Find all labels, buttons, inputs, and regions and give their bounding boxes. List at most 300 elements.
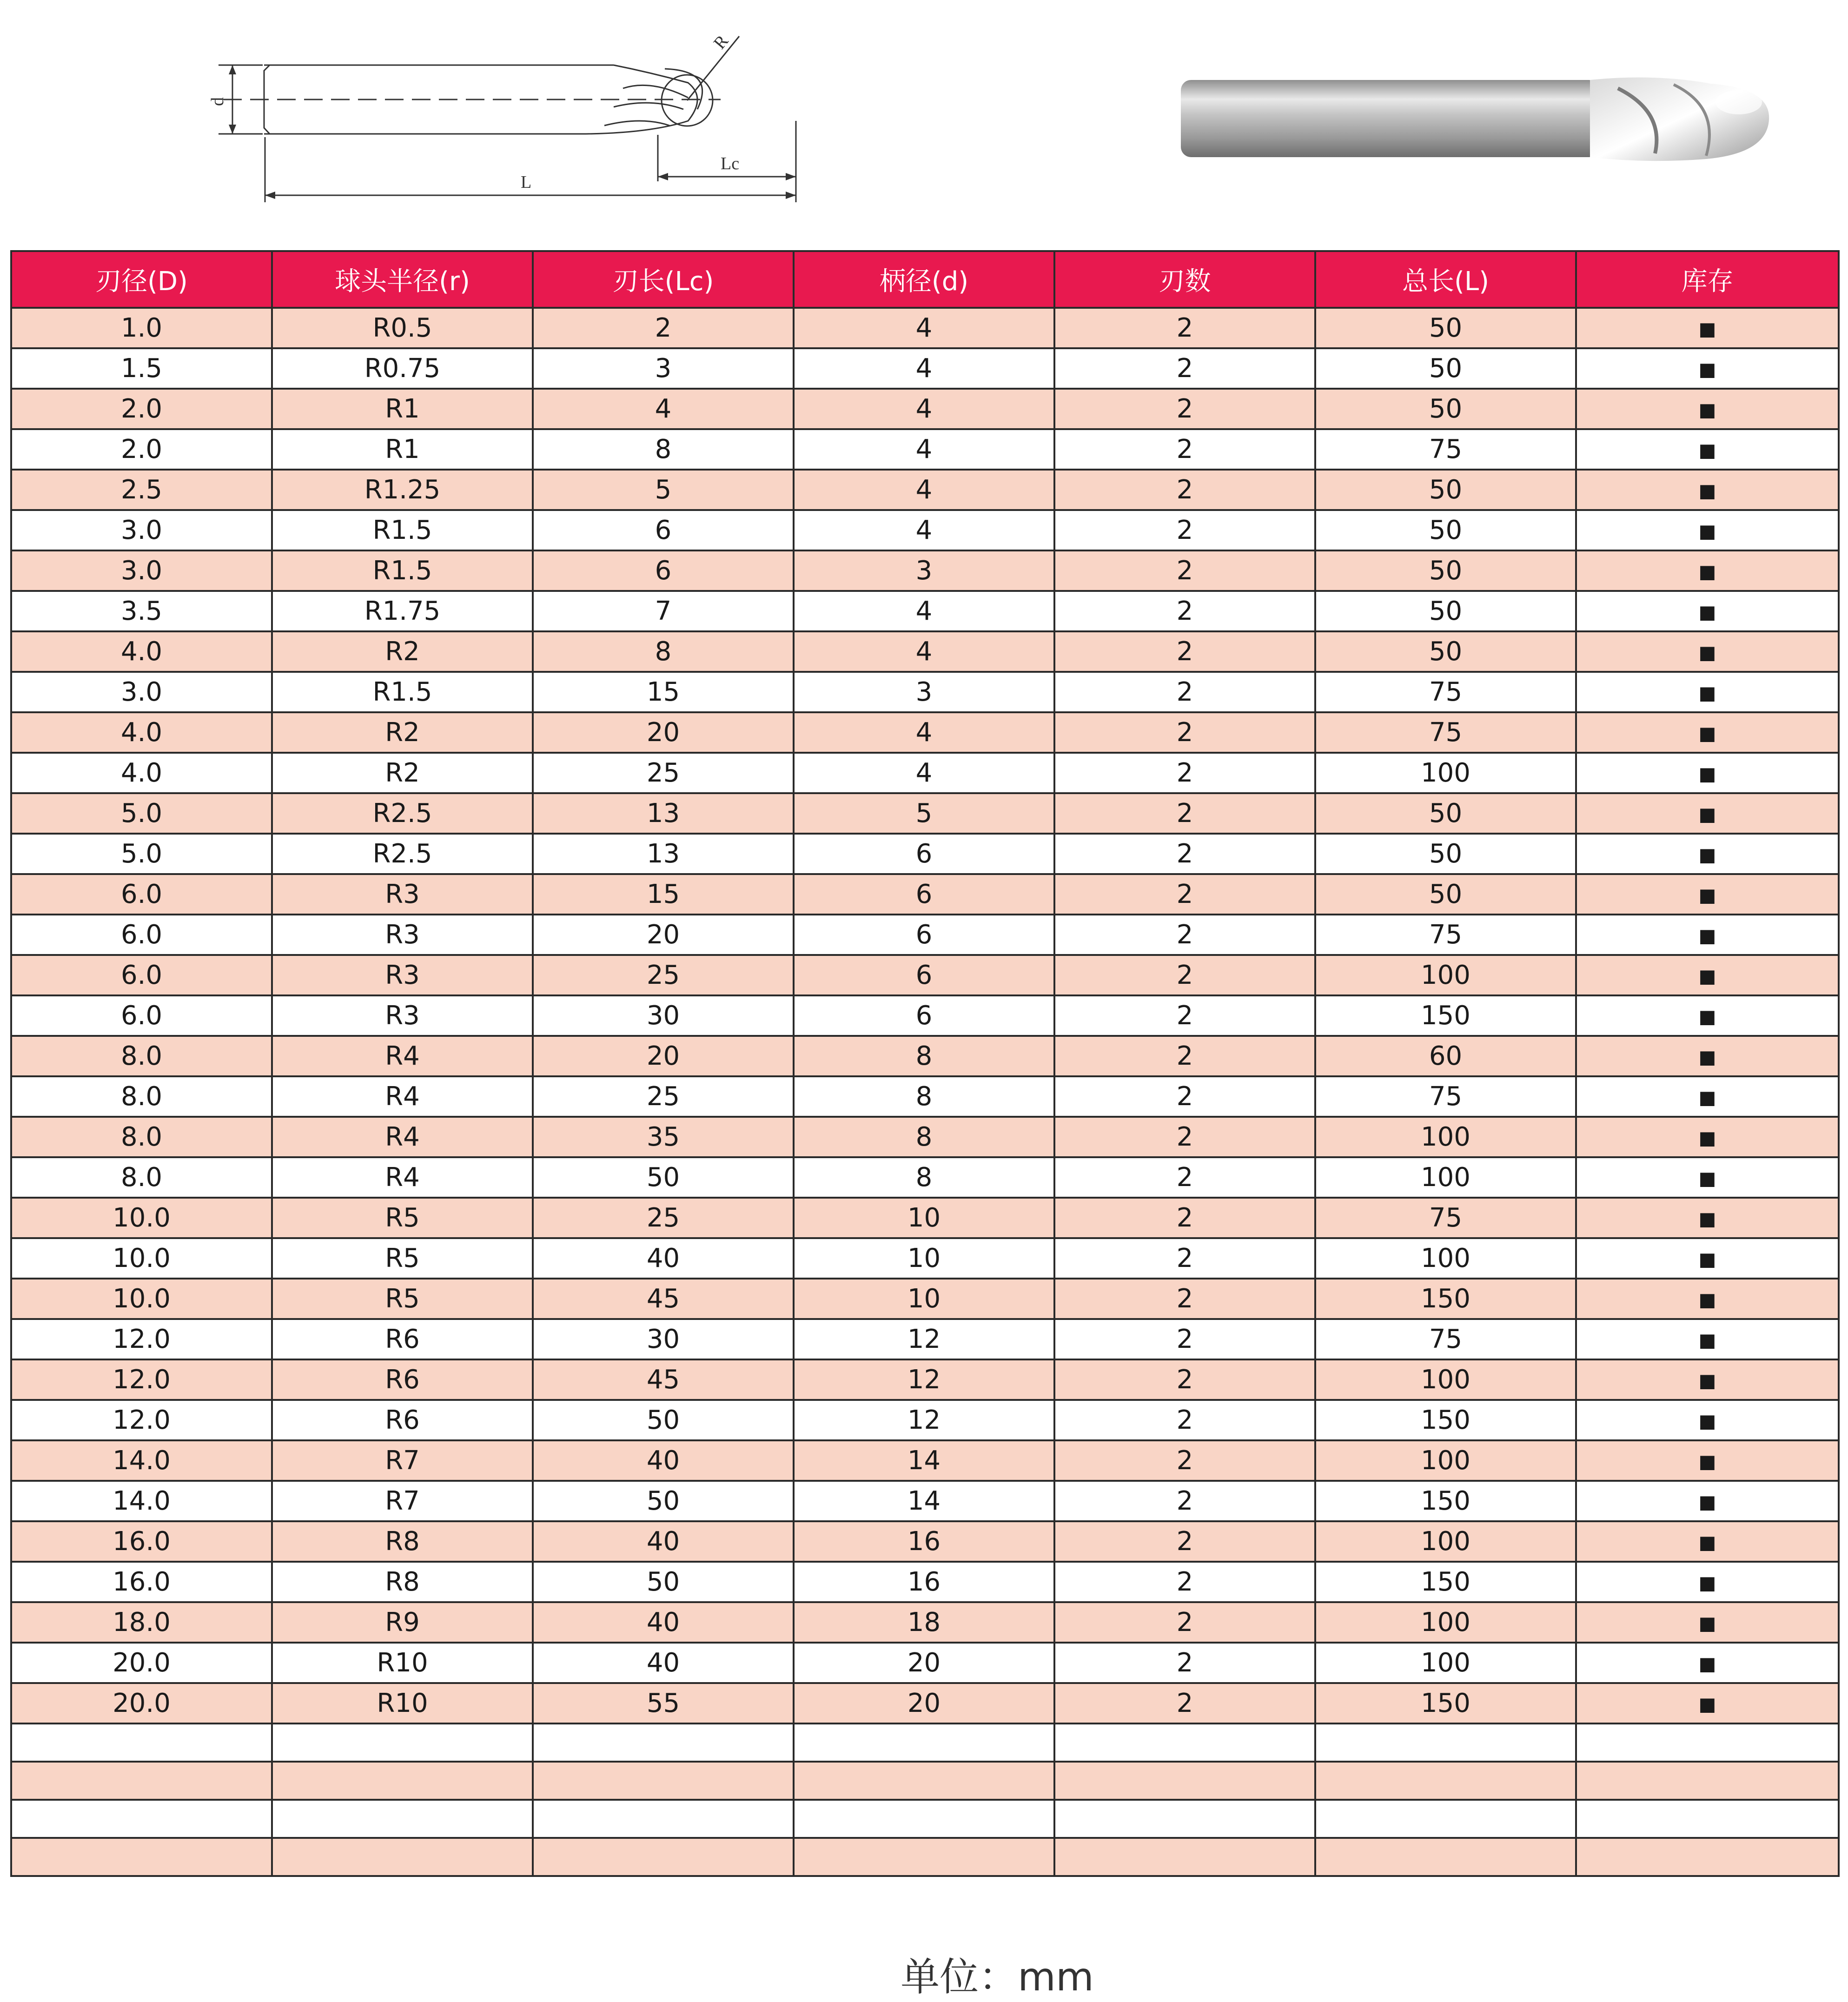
cell-shank-diameter: 20 (794, 1643, 1054, 1683)
cell-cutting-length (533, 1800, 794, 1838)
cell-shank-diameter: 4 (794, 308, 1054, 348)
cell-stock (1576, 631, 1839, 672)
table-row (11, 1400, 1839, 1440)
table-row (11, 995, 1839, 1036)
cell-stock (1576, 1643, 1839, 1683)
cell-shank-diameter: 4 (794, 470, 1054, 510)
cell-shank-diameter: 6 (794, 955, 1054, 995)
cell-overall-length: 100 (1315, 753, 1576, 793)
cell-flutes: 2 (1054, 1359, 1315, 1400)
table-row (11, 1800, 1839, 1838)
cell-overall-length: 50 (1315, 793, 1576, 834)
cell-cutting-diameter: 8.0 (11, 1076, 272, 1117)
cell-cutting-diameter: 1.0 (11, 308, 272, 348)
table-row (11, 1238, 1839, 1279)
cell-stock (1576, 1762, 1839, 1800)
cell-cutting-diameter: 8.0 (11, 1157, 272, 1198)
table-row (11, 712, 1839, 753)
cell-stock (1576, 348, 1839, 389)
cell-cutting-length: 8 (533, 631, 794, 672)
cell-ball-radius: R3 (272, 995, 533, 1036)
cell-overall-length: 75 (1315, 672, 1576, 712)
cell-overall-length: 50 (1315, 874, 1576, 915)
cell-overall-length: 50 (1315, 470, 1576, 510)
cell-stock (1576, 550, 1839, 591)
cell-cutting-diameter: 12.0 (11, 1359, 272, 1400)
header-cutting-length: 刃长(Lc) (533, 251, 794, 308)
cell-stock (1576, 1481, 1839, 1521)
cell-cutting-length: 6 (533, 510, 794, 550)
cell-cutting-diameter: 20.0 (11, 1683, 272, 1724)
cell-cutting-length: 40 (533, 1602, 794, 1643)
cell-ball-radius: R3 (272, 915, 533, 955)
cell-flutes: 2 (1054, 1157, 1315, 1198)
stock-mark-icon: ■ (1698, 1613, 1716, 1634)
cell-cutting-diameter: 10.0 (11, 1198, 272, 1238)
cell-overall-length: 150 (1315, 1562, 1576, 1602)
cell-overall-length: 75 (1315, 1076, 1576, 1117)
cell-shank-diameter: 4 (794, 712, 1054, 753)
cell-flutes: 2 (1054, 510, 1315, 550)
cell-stock (1576, 955, 1839, 995)
table-row (11, 1521, 1839, 1562)
r-label: R (709, 31, 733, 53)
cell-ball-radius (272, 1838, 533, 1876)
stock-mark-icon: ■ (1698, 683, 1716, 704)
table-row (11, 470, 1839, 510)
cell-flutes: 2 (1054, 1440, 1315, 1481)
cell-cutting-diameter: 5.0 (11, 834, 272, 874)
cell-flutes: 2 (1054, 550, 1315, 591)
stock-mark-icon: ■ (1698, 602, 1716, 623)
cell-cutting-diameter (11, 1724, 272, 1762)
cell-ball-radius: R6 (272, 1400, 533, 1440)
cell-ball-radius: R5 (272, 1238, 533, 1279)
cell-cutting-length (533, 1762, 794, 1800)
cell-overall-length: 100 (1315, 1521, 1576, 1562)
cell-ball-radius: R10 (272, 1683, 533, 1724)
cell-overall-length: 50 (1315, 550, 1576, 591)
cell-stock (1576, 1400, 1839, 1440)
stock-mark-icon: ■ (1698, 804, 1716, 825)
cell-stock (1576, 1562, 1839, 1602)
table-row (11, 1838, 1839, 1876)
cell-flutes: 2 (1054, 955, 1315, 995)
cell-stock (1576, 1521, 1839, 1562)
cell-flutes (1054, 1800, 1315, 1838)
cell-overall-length (1315, 1724, 1576, 1762)
cell-flutes: 2 (1054, 348, 1315, 389)
stock-mark-icon: ■ (1698, 1087, 1716, 1108)
table-row (11, 631, 1839, 672)
cell-cutting-diameter (11, 1762, 272, 1800)
cell-cutting-length: 50 (533, 1562, 794, 1602)
cell-cutting-length: 13 (533, 793, 794, 834)
stock-mark-icon: ■ (1698, 318, 1716, 340)
cell-overall-length: 150 (1315, 1400, 1576, 1440)
cell-cutting-diameter: 4.0 (11, 753, 272, 793)
table-row (11, 672, 1839, 712)
cell-cutting-diameter (11, 1838, 272, 1876)
cell-cutting-length: 40 (533, 1521, 794, 1562)
cell-ball-radius: R2.5 (272, 834, 533, 874)
table-row (11, 1643, 1839, 1683)
ball-end-mill-photo-icon (1172, 60, 1776, 181)
table-row (11, 1198, 1839, 1238)
cell-stock (1576, 712, 1839, 753)
table-row (11, 1440, 1839, 1481)
cell-cutting-length: 25 (533, 1076, 794, 1117)
cell-overall-length: 75 (1315, 915, 1576, 955)
cell-ball-radius: R0.5 (272, 308, 533, 348)
cell-overall-length (1315, 1838, 1576, 1876)
cell-overall-length: 100 (1315, 1359, 1576, 1400)
cell-shank-diameter (794, 1800, 1054, 1838)
header-flutes: 刃数 (1054, 251, 1315, 308)
cell-flutes: 2 (1054, 1562, 1315, 1602)
cell-cutting-diameter: 3.0 (11, 510, 272, 550)
cell-overall-length (1315, 1762, 1576, 1800)
cell-cutting-diameter: 10.0 (11, 1238, 272, 1279)
stock-mark-icon: ■ (1698, 359, 1716, 380)
cell-cutting-diameter: 6.0 (11, 874, 272, 915)
cell-stock (1576, 470, 1839, 510)
cell-cutting-length: 25 (533, 753, 794, 793)
cell-overall-length: 50 (1315, 308, 1576, 348)
cell-shank-diameter: 5 (794, 793, 1054, 834)
cell-overall-length: 75 (1315, 1198, 1576, 1238)
table-row (11, 1076, 1839, 1117)
cell-cutting-diameter: 16.0 (11, 1562, 272, 1602)
cell-overall-length: 50 (1315, 389, 1576, 429)
cell-cutting-diameter: 3.5 (11, 591, 272, 631)
cell-cutting-length: 50 (533, 1481, 794, 1521)
table-row (11, 834, 1839, 874)
cell-cutting-diameter: 12.0 (11, 1400, 272, 1440)
cell-stock (1576, 1036, 1839, 1076)
stock-mark-icon: ■ (1698, 1249, 1716, 1270)
cell-ball-radius: R8 (272, 1521, 533, 1562)
cell-ball-radius (272, 1762, 533, 1800)
cell-shank-diameter: 12 (794, 1400, 1054, 1440)
cell-cutting-length: 15 (533, 874, 794, 915)
cell-flutes: 2 (1054, 631, 1315, 672)
cell-cutting-diameter: 10.0 (11, 1279, 272, 1319)
cell-shank-diameter: 3 (794, 550, 1054, 591)
cell-flutes (1054, 1724, 1315, 1762)
cell-cutting-diameter: 20.0 (11, 1643, 272, 1683)
cell-shank-diameter: 4 (794, 429, 1054, 470)
cell-flutes: 2 (1054, 1319, 1315, 1359)
cell-stock (1576, 834, 1839, 874)
cell-stock (1576, 429, 1839, 470)
header-overall-length: 总长(L) (1315, 251, 1576, 308)
table-row (11, 1359, 1839, 1400)
cell-cutting-length: 35 (533, 1117, 794, 1157)
cell-stock (1576, 389, 1839, 429)
header-ball-radius: 球头半径(r) (272, 251, 533, 308)
table-row (11, 1036, 1839, 1076)
cell-ball-radius: R7 (272, 1440, 533, 1481)
cell-cutting-length: 25 (533, 955, 794, 995)
stock-mark-icon: ■ (1698, 844, 1716, 866)
cell-shank-diameter: 10 (794, 1198, 1054, 1238)
cell-stock (1576, 308, 1839, 348)
cell-cutting-diameter: 6.0 (11, 915, 272, 955)
cell-shank-diameter: 12 (794, 1319, 1054, 1359)
cell-flutes: 2 (1054, 834, 1315, 874)
stock-mark-icon: ■ (1698, 723, 1716, 744)
cell-cutting-diameter: 8.0 (11, 1036, 272, 1076)
cell-stock (1576, 1238, 1839, 1279)
cell-cutting-length: 13 (533, 834, 794, 874)
cell-stock (1576, 915, 1839, 955)
cell-cutting-diameter: 2.0 (11, 429, 272, 470)
cell-shank-diameter: 6 (794, 915, 1054, 955)
cell-cutting-diameter: 8.0 (11, 1117, 272, 1157)
cell-shank-diameter (794, 1762, 1054, 1800)
cell-ball-radius: R8 (272, 1562, 533, 1602)
stock-mark-icon: ■ (1698, 1532, 1716, 1553)
unit-note: 单位：mm (901, 1954, 1094, 2000)
cell-flutes: 2 (1054, 389, 1315, 429)
cell-stock (1576, 995, 1839, 1036)
cell-cutting-length: 3 (533, 348, 794, 389)
cell-flutes: 2 (1054, 874, 1315, 915)
cell-flutes: 2 (1054, 793, 1315, 834)
stock-mark-icon: ■ (1698, 885, 1716, 906)
cell-cutting-diameter: 4.0 (11, 631, 272, 672)
cell-cutting-length (533, 1724, 794, 1762)
header-row (11, 251, 1839, 308)
cell-flutes: 2 (1054, 1481, 1315, 1521)
cell-shank-diameter: 4 (794, 631, 1054, 672)
cell-shank-diameter: 10 (794, 1279, 1054, 1319)
table-row (11, 1602, 1839, 1643)
cell-flutes: 2 (1054, 915, 1315, 955)
cell-ball-radius: R1.5 (272, 550, 533, 591)
cell-cutting-length: 5 (533, 470, 794, 510)
cell-ball-radius: R1 (272, 389, 533, 429)
table-row (11, 793, 1839, 834)
stock-mark-icon: ■ (1698, 1451, 1716, 1472)
cell-shank-diameter: 6 (794, 834, 1054, 874)
cell-stock (1576, 672, 1839, 712)
cell-overall-length: 100 (1315, 1643, 1576, 1683)
cell-stock (1576, 793, 1839, 834)
cell-ball-radius: R9 (272, 1602, 533, 1643)
cell-stock (1576, 1279, 1839, 1319)
table-row (11, 1762, 1839, 1800)
stock-mark-icon: ■ (1698, 1694, 1716, 1715)
cell-cutting-length: 40 (533, 1238, 794, 1279)
cell-stock (1576, 753, 1839, 793)
cell-ball-radius: R1 (272, 429, 533, 470)
cell-cutting-length: 40 (533, 1643, 794, 1683)
cell-overall-length: 100 (1315, 1602, 1576, 1643)
header-stock: 库存 (1576, 251, 1839, 308)
cell-overall-length: 50 (1315, 834, 1576, 874)
cell-overall-length: 75 (1315, 1319, 1576, 1359)
cell-flutes: 2 (1054, 1400, 1315, 1440)
cell-cutting-diameter: 2.5 (11, 470, 272, 510)
cell-flutes: 2 (1054, 672, 1315, 712)
cell-shank-diameter: 10 (794, 1238, 1054, 1279)
cell-ball-radius: R4 (272, 1117, 533, 1157)
table-row (11, 1157, 1839, 1198)
cell-overall-length: 50 (1315, 631, 1576, 672)
cell-flutes: 2 (1054, 1683, 1315, 1724)
cell-stock (1576, 1440, 1839, 1481)
cell-stock (1576, 510, 1839, 550)
l-label: L (521, 172, 532, 192)
cell-ball-radius: R0.75 (272, 348, 533, 389)
cell-ball-radius: R1.75 (272, 591, 533, 631)
cell-overall-length: 50 (1315, 591, 1576, 631)
cell-cutting-diameter: 16.0 (11, 1521, 272, 1562)
cell-flutes: 2 (1054, 1238, 1315, 1279)
stock-mark-icon: ■ (1698, 1006, 1716, 1028)
cell-cutting-length: 55 (533, 1683, 794, 1724)
stock-mark-icon: ■ (1698, 1572, 1716, 1594)
cell-shank-diameter: 4 (794, 591, 1054, 631)
stock-mark-icon: ■ (1698, 399, 1716, 421)
cell-cutting-diameter (11, 1800, 272, 1838)
cell-cutting-length: 15 (533, 672, 794, 712)
stock-mark-icon: ■ (1698, 440, 1716, 461)
cell-overall-length: 60 (1315, 1036, 1576, 1076)
cell-ball-radius: R2 (272, 712, 533, 753)
cell-cutting-length: 40 (533, 1440, 794, 1481)
cell-ball-radius: R4 (272, 1157, 533, 1198)
cell-shank-diameter: 18 (794, 1602, 1054, 1643)
cell-shank-diameter: 8 (794, 1036, 1054, 1076)
cell-flutes (1054, 1838, 1315, 1876)
table-row (11, 1319, 1839, 1359)
stock-mark-icon: ■ (1698, 1370, 1716, 1392)
cell-ball-radius: R5 (272, 1198, 533, 1238)
cell-flutes: 2 (1054, 1602, 1315, 1643)
cell-overall-length: 150 (1315, 1279, 1576, 1319)
cell-stock (1576, 1683, 1839, 1724)
cell-cutting-length: 50 (533, 1400, 794, 1440)
table-row (11, 1481, 1839, 1521)
cell-cutting-length: 20 (533, 712, 794, 753)
cell-shank-diameter: 6 (794, 874, 1054, 915)
stock-mark-icon: ■ (1698, 1127, 1716, 1149)
cell-cutting-length: 45 (533, 1359, 794, 1400)
cell-cutting-diameter: 18.0 (11, 1602, 272, 1643)
cell-shank-diameter: 4 (794, 348, 1054, 389)
cell-shank-diameter: 16 (794, 1562, 1054, 1602)
cell-ball-radius: R2 (272, 753, 533, 793)
cell-overall-length (1315, 1800, 1576, 1838)
d-label: d (208, 97, 227, 106)
stock-mark-icon: ■ (1698, 1047, 1716, 1068)
cell-overall-length: 150 (1315, 1481, 1576, 1521)
cell-ball-radius: R5 (272, 1279, 533, 1319)
cell-shank-diameter: 20 (794, 1683, 1054, 1724)
stock-mark-icon: ■ (1698, 1653, 1716, 1675)
cell-stock (1576, 591, 1839, 631)
cell-cutting-length: 20 (533, 915, 794, 955)
cell-overall-length: 100 (1315, 1238, 1576, 1279)
table-row (11, 389, 1839, 429)
table-row (11, 1683, 1839, 1724)
cell-overall-length: 75 (1315, 712, 1576, 753)
stock-mark-icon: ■ (1698, 1411, 1716, 1432)
cell-cutting-length: 30 (533, 995, 794, 1036)
cell-overall-length: 150 (1315, 1683, 1576, 1724)
cell-shank-diameter: 8 (794, 1076, 1054, 1117)
table-row (11, 1724, 1839, 1762)
ball-end-mill-drawing-icon (205, 28, 855, 219)
table-row (11, 348, 1839, 389)
cell-ball-radius: R6 (272, 1319, 533, 1359)
cell-overall-length: 100 (1315, 1117, 1576, 1157)
cell-ball-radius: R1.25 (272, 470, 533, 510)
stock-mark-icon: ■ (1698, 642, 1716, 663)
cell-stock (1576, 1602, 1839, 1643)
cell-overall-length: 50 (1315, 348, 1576, 389)
cell-cutting-length: 4 (533, 389, 794, 429)
cell-ball-radius: R3 (272, 874, 533, 915)
cell-shank-diameter: 6 (794, 995, 1054, 1036)
stock-mark-icon: ■ (1698, 480, 1716, 502)
specification-table (10, 250, 1840, 1877)
cell-ball-radius: R3 (272, 955, 533, 995)
cell-flutes: 2 (1054, 1198, 1315, 1238)
cell-cutting-diameter: 6.0 (11, 995, 272, 1036)
lc-label: Lc (721, 154, 740, 173)
cell-stock (1576, 1359, 1839, 1400)
cell-cutting-diameter: 6.0 (11, 955, 272, 995)
cell-ball-radius: R2.5 (272, 793, 533, 834)
cell-flutes: 2 (1054, 1076, 1315, 1117)
table-row (11, 429, 1839, 470)
table-row (11, 1562, 1839, 1602)
cell-overall-length: 100 (1315, 955, 1576, 995)
cell-cutting-diameter: 5.0 (11, 793, 272, 834)
cell-stock (1576, 1076, 1839, 1117)
cell-flutes: 2 (1054, 1036, 1315, 1076)
cell-flutes: 2 (1054, 470, 1315, 510)
cell-flutes: 2 (1054, 753, 1315, 793)
stock-mark-icon: ■ (1698, 1168, 1716, 1189)
cell-cutting-diameter: 14.0 (11, 1440, 272, 1481)
cell-overall-length: 75 (1315, 429, 1576, 470)
cell-overall-length: 100 (1315, 1157, 1576, 1198)
cell-cutting-length: 30 (533, 1319, 794, 1359)
cell-shank-diameter: 14 (794, 1481, 1054, 1521)
table-row (11, 510, 1839, 550)
cell-ball-radius: R7 (272, 1481, 533, 1521)
table-row (11, 955, 1839, 995)
cell-flutes: 2 (1054, 712, 1315, 753)
table-row (11, 591, 1839, 631)
cell-shank-diameter: 3 (794, 672, 1054, 712)
cell-cutting-diameter: 3.0 (11, 672, 272, 712)
stock-mark-icon: ■ (1698, 925, 1716, 947)
stock-mark-icon: ■ (1698, 966, 1716, 987)
stock-mark-icon: ■ (1698, 1492, 1716, 1513)
header-shank-diameter: 柄径(d) (794, 251, 1054, 308)
table-row (11, 915, 1839, 955)
cell-stock (1576, 1117, 1839, 1157)
cell-shank-diameter: 4 (794, 389, 1054, 429)
stock-mark-icon: ■ (1698, 1208, 1716, 1230)
cell-cutting-diameter: 12.0 (11, 1319, 272, 1359)
